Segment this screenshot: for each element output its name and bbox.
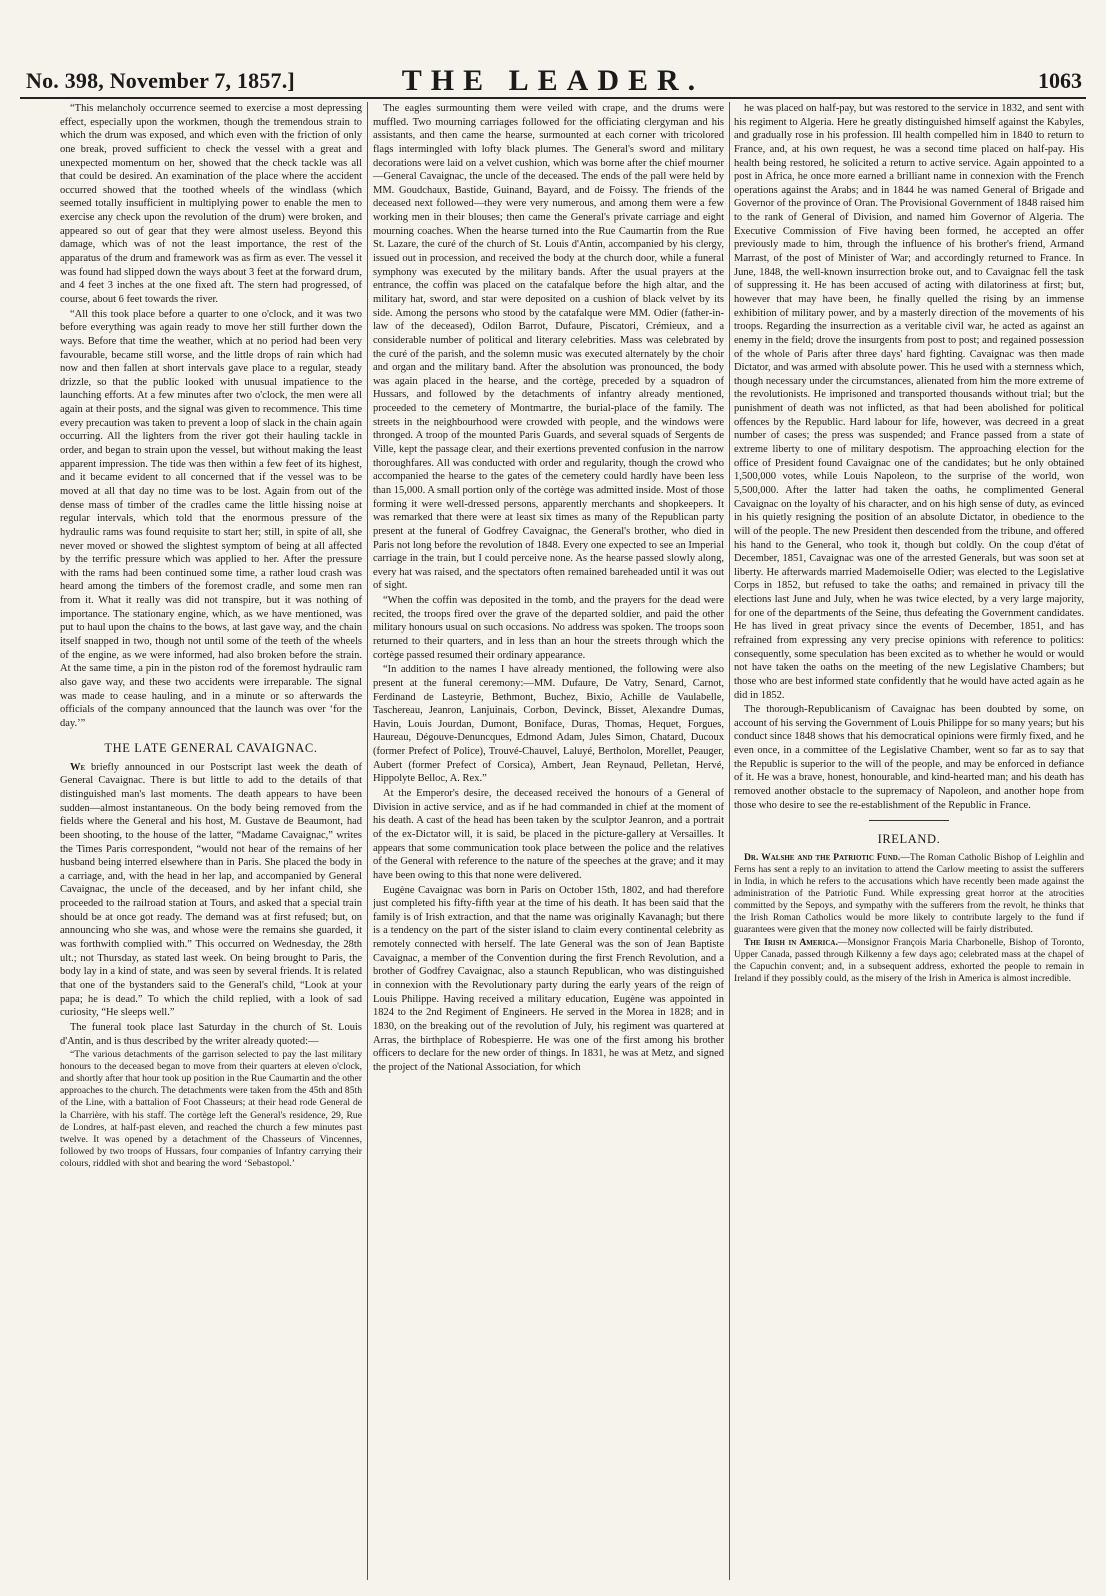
- paragraph-text: briefly announced in our Postscript last week the death of General Cavaignac. There is but little to add to the details of that distinguished man's last moments. The death appears to have been sudden—almost instantaneous. On the body being removed from the fields where the General and his host, M. Gustave de Beaumont, had been shooting, to the house of the latter, “Madame Cavaignac,” writes the Times Paris correspondent, “would not hear of the remains of her husband being interred elsewhere than in Paris. She placed the body in a carriage, and, with the head in her lap, and accompanied by General Cavaignac, the uncle of the deceased, and by her infant child, she proceeded to the railroad station at Tours, and asked that a special train should be at once got ready. The demand was at first refused; but, on announcing who she was, and whose were the remains she guarded, it was forthwith complied with.” This occurred on Wednesday, the 28th ult.; not Thursday, as stated last week. On being brought to Paris, the body lay in a kind of state, and was seen by several friends. It is related that one of the bystanders said to the General's child, “Look at your papa; he is dead.” To which the child replied, with a look of sad curiosity, “He sleeps well.”: [60, 761, 362, 1019]
- column-rule: [367, 102, 368, 1580]
- column-1: [60, 102, 362, 1582]
- column-2: [373, 102, 724, 1582]
- masthead: [20, 62, 1086, 98]
- header-rule: [20, 97, 1086, 99]
- section-heading: IRELAND.: [877, 832, 941, 847]
- column-rule: [729, 102, 730, 1580]
- paragraph: “All this took place before a quarter to one o'clock, and it was two before everything was again ready to move her still further down the ways. Before that time the weather, which at no period had been very favourable, became still worse, and the little drops of rain which had now and then fallen at short intervals gave place to a regular, steady drizzle, so that the public looked with unusual impatience to the launching efforts. At a few minutes after two o'clock, the men were all again at their posts, and the signal was given to recommence. This time every precaution was taken to prevent a loop of slack in the chain again occurring. All the lighters from the river got their hauling tackle in order, and began to strain upon the vessel, but without making the least apparent impression. The tide was then within a few feet of its highest, and it became evident to all concerned that if the vessel was to be moved at all that day no time was to be lost. Again from out of the dense mass of timber of the cradles came the little hissing noise at regular intervals, which told that the enormous pressure of the hydraulic rams was found requisite to start her; still, in spite of all, she never moved or showed the slightest symptom of being at all affected by the terrific pressure which was applied to her. After the pressure with the rams had been continued some time, a rather loud crash was heard among the timbers of the foremost cradle, and some men ran from it. What it really was did not transpire, but it was nothing of importance. The stationary engine, which, as we have mentioned, was put to haul upon the chains to the bows, at last gave way, and the chain itself snapped in two, though not until some of the teeth of the wheels of the engine, as we were informed, had also broken before the strain. At the same time, a pin in the piston rod of the foremost hydraulic ram also gave way, and these two accidents were irreparable. The signal was made to cease hauling, and in a minute or so afterwards the officials of the company announced that the launch was over ‘for the day.’”: [60, 308, 362, 729]
- quoted-paragraph: “The various detachments of the garrison selected to pay the last military honours to the deceased began to move from their quarters at eleven o'clock, and shortly after that hour took up position in the Rue Caumartin and the other approaches to the church. The detachments were taken from the 45th and 85th of the Line, with a battalion of Foot Chasseurs; at their head rode General de la Charrière, with his staff. The cortège left the General's residence, 29, Rue de Londres, at half-past eleven, and reached the church a few minutes past twelve. It was opened by a detachment of the Chasseurs of Vincennes, followed by two troops of Hussars, four companies of Infantry carrying their colours, riddled with shot and bearing the word ‘Sebastopol.’: [60, 1049, 362, 1169]
- paragraph-text: —Monsignor François Maria Charbonelle, Bishop of Toronto, Upper Canada, passed through Kilkenny a few days ago; celebrated mass at the chapel of the Capuchin convent; and, in a subsequent address, exhorted the people to remain in Ireland if they possibly could, as the misery of the Irish in America is almost incredible.: [734, 937, 1084, 985]
- page-number: 1063: [1038, 68, 1082, 93]
- lead-word: We: [70, 761, 86, 773]
- paragraph: [734, 937, 1084, 985]
- paragraph: The eagles surmounting them were veiled with crape, and the drums were muffled. Two mourning carriages followed for the officiating clergyman and his assistants, and then came the hearse, surmounted at each corner with tricolored flags intermingled with lofty black plumes. The General's sword and military decorations were laid on a velvet cushion, which was borne after the chief mourner—General Cavaignac, the uncle of the deceased. The ends of the pall were held by MM. Goudchaux, Bastide, Guinand, Bayard, and de Foissy. The friends of the deceased next followed—they were very numerous, and among them were a few working men in their blouses; then came the General's private carriage and eight mourning coaches. When the hearse turned into the Rue Caumartin from the Rue St. Lazare, the curé of the church of St. Louis d'Antin, accompanied by his clergy, issued out in procession, and received the body at the church door, while a funeral symphony was executed by the military bands. After the usual prayers at the entrance, the coffin was placed on the catafalque before the high altar, and the military hat, sword, and star were deposited on a cushion of black velvet by its side. Among the persons who stood by the catafalque were MM. Odier (father-in-law of the deceased), Odilon Barrot, Dufaure, Piscatori, Crémieux, and a considerable number of political and literary celebrities. Mass was celebrated by the curé of the parish, and the solemn music was executed alternately by the choir and organ and the military band. After the absolution was pronounced, the body was again placed in the hearse, and the cortège, preceded by a squadron of Hussars, and followed by the detachments of infantry already mentioned, proceeded to the cemetery of Montmartre, the burial-place of the family. The streets in the neighbourhood were crowded with people, and the windows were thronged. A troop of the mounted Paris Guards, and several squads of Sergents de Ville, kept the passage clear, and their exertions prevented confusion in the narrow thoroughfares. All was conducted with order and regularity, though the crowd who accompanied the hearse to the gates of the cemetery could hardly have been less than 15,000. A small portion only of the cortège was admitted inside. Most of those forming it were well-dressed persons, apparently merchants and shopkeepers. It was remarked that there were at least six times as many of the Republican party present at the funeral of Godfrey Cavaignac, the General's brother, who died in Paris not long before the revolution of 1848. Every one expected to see an Imperial carriage in the train, but I could perceive none. As the hearse passed slowly along, every hat was raised, and the spectators often remained bareheaded until it was out of sight.: [373, 103, 724, 592]
- paragraph: “In addition to the names I have already mentioned, the following were also present at the funeral ceremony:—MM. Dufaure, De Vatry, Senard, Carnot, Ferdinand de Lasteyrie, Bethmont, Buchez, Bixio, Achille de Vaulabelle, Taschereau, Jeanron, Lanjuinais, Corbon, Devinck, Bisset, Alexandre Dumas, Havin, Louis Jourdan, Dumont, Boniface, Duras, Thomas, Hequet, Forgues, Haureau, Dégouve-Denuncques, Edmond Adam, Jules Simon, Chatard, Ducoux (former Prefect of Police), Trouvé-Chauvel, Laluyé, Bertholon, Morellet, Peauger, Aubert (former Prefect of Corsica), Ambert, Jean Reynaud, Pelletan, Hervé, Hippolyte Belloc, A. Rex.”: [373, 664, 724, 785]
- newspaper-title: THE LEADER.: [401, 64, 705, 97]
- paragraph: Eugène Cavaignac was born in Paris on October 15th, 1802, and had therefore just completed his fifty-fifth year at the time of his death. It has been said that the family is of Irish extraction, and that the name was originally Kavanagh; but there is a tendency on the part of the sister island to claim every continental celebrity as remotely connected with herself. The late General was the son of Jean Baptiste Cavaignac, a member of the Convention during the first French Revolution, and a brother of Godfrey Cavaignac, also a staunch Republican, who was distinguished in connexion with the Revolutionary party during the early years of the reign of Louis Philippe. Having received a military education, Eugène was appointed in 1824 to the 2nd Regiment of Engineers. He served in the Morea in 1828; and in 1830, on the breaking out of the revolution of July, his regiment was quartered at Arras, the birthplace of Robespierre. He was one of the first among his brother officers to declare for the new order of things. In 1831, he was at Metz, and signed the project of the National Association, for which: [373, 884, 724, 1073]
- article-heading: THE LATE GENERAL CAVAIGNAC.: [104, 741, 318, 756]
- item-title: Dr. Walshe and the Patriotic Fund.: [744, 851, 901, 863]
- section-divider: [869, 820, 949, 821]
- issue-line: No. 398, November 7, 1857.]: [26, 68, 295, 93]
- paragraph: The thorough-Republicanism of Cavaignac has been doubted by some, on account of his serving the Government of Louis Philippe for so many years; but his conduct since 1848 shows that his democratical opinions were firmly fixed, and he even once, in a committee of the Legislative Chamber, went so far as to say that the Republic is superior to the will of the people, and may be enforced in defiance of it. He was a brave, honest, honourable, and kind-hearted man; and his death has removed another obstacle to the supremacy of Napoleon, and another hope from those who desire to see the re-establishment of the Republic in France.: [734, 704, 1084, 811]
- paragraph-text: —The Roman Catholic Bishop of Leighlin and Ferns has sent a reply to an invitation to attend the Carlow meeting to assist the sufferers in India, in which he refers to the accusations which have recently been made against the administration of the Patriotic Fund. While expressing great horror at the atrocities committed by the Sepoys, and sympathy with the sufferers from the revolt, he thinks that the Irish Roman Catholics would be more likely to contribute largely to the fund if guarantees were given that the money now collected will be fairly distributed.: [734, 851, 1084, 936]
- column-3: [734, 102, 1084, 1582]
- paragraph: “This melancholy occurrence seemed to exercise a most depressing effect, especially upon the workmen, though the tremendous strain to which the drum was exposed, and which even with the friction of only one break, proved sufficient to check the vessel with a great and unexpected momentum on her, showed that the check tackle was all that could be desired. An examination of the place where the accident occurred showed that the toothed wheels of the windlass (which seemed totally insufficient in multiplying power to enable the men to exercise any check upon the revolution of the drum) were broken, and appeared so out of gear that they were almost useless. Beyond this damage, which was of not the least importance, the rest of the apparatus of the drum and framework was as firm as ever. The vessel it was found had slipped down the ways about 3 feet at the forward drum, and 4 feet 3 inches at the one fixed aft. The stern had progressed, of course, about 6 feet towards the river.: [60, 103, 362, 305]
- paragraph: At the Emperor's desire, the deceased received the honours of a General of Division in active service, and as if he had commanded in chief at the moment of his death. A cast of the head has been taken by the sculptor Jeanron, and a portrait of the ex-Dictator will, it is said, be placed in the picture-gallery at Versailles. It appears that some communication took place between the police and the relatives of the General with reference to the nature of the speeches at the grave; and it may have been owing to this that none were delivered.: [373, 788, 724, 881]
- paragraph: “When the coffin was deposited in the tomb, and the prayers for the dead were recited, the troops fired over the grave of the departed soldier, and paid the other military honours usual on such occasions. No address was spoken. The troops soon returned to their quarters, and in less than an hour the streets through which the cortège passed resumed their ordinary appearance.: [373, 595, 724, 661]
- paragraph: [60, 761, 362, 1020]
- paragraph: he was placed on half-pay, but was restored to the service in 1832, and sent with his regiment to Algeria. Here he greatly distinguished himself against the Kabyles, and gradually rose in his profession. Ill health compelled him in 1840 to return to France, and, at his own request, he was a second time placed on half-pay. His health being restored, he solicited a return to active service. Again appointed to a post in Africa, he once more earned a brilliant name in connexion with the French operations against the Arabs; and in 1844 he was named General of Brigade and Governor of the province of Oran. The Provisional Government of 1848 raised him to the rank of General of Division, and named him Governor of Algeria. The Executive Commission of Five having been formed, he accepted an offer previously made to him, through the influence of his brother's friend, Armand Marrast, of the post of Minister of War; and accordingly returned to France. In June, 1848, the well-known insurrection broke out, and to Cavaignac fell the task of suppressing it. He has been accused of acting with dilatoriness at first; but, however that may have been, he finally quelled the rising by an immense exhibition of military power, and by a masterly direction of the movements of his troops. Regarding the insurrection as a veritable civil war, he acted as against an enemy in the field; drove the insurgents from post to post; and regained possession of the whole of Paris after three days' hard fighting. Cavaignac was then made Dictator, and was armed with absolute power. This he used with a sternness which, though necessary under the circumstances, alienated from him the more extreme of the revolutionists. He imprisoned and transported thousands without trial; but the punishment of death was not inflicted, as that had been abolished for political offences by the Republic. Hard labour for life, however, was decreed in a great number of cases; the press was suspended; and France passed from a state of extreme liberty to one of military despotism. The approaching election for the office of President found Cavaignac one of the candidates; but he only obtained 1,500,000 votes, while Louis Napoleon, to the surprise of the world, won 5,500,000. After the latter had taken the oaths, he complimented General Cavaignac on the loyalty of his character, and on his high sense of duty, as evinced in his quietly resigning the position of an absolute Dictator, in obedience to the will of the people. The new President then descended from the tribune, and offered his hand to the General, who took it, though but coldly. On the coup d'état of December, 1851, Cavaignac was one of the arrested Generals, but was soon set at liberty. He afterwards married Mademoiselle Odier; was elected to the Legislative Corps in 1852, but refused to take the oaths; and remained in privacy till the elections last June and July, when he was twice elected, by a very large majority, for one of the departments of the Seine, thus defeating the Government candidates. He has lived in great privacy since the events of December, 1851, and has refrained from expressing any very precise opinions with reference to politics: consequently, some speculation has been excited as to whether he would or would not have taken the oaths on the meeting of the new Legislative Chambers; but those who are best informed state confidently that he would have acted again as he did in 1852.: [734, 103, 1084, 701]
- paragraph: The funeral took place last Saturday in the church of St. Louis d'Antin, and is thus described by the writer already quoted:—: [60, 1021, 362, 1047]
- paragraph: [734, 852, 1084, 937]
- item-title: The Irish in America.: [744, 937, 838, 949]
